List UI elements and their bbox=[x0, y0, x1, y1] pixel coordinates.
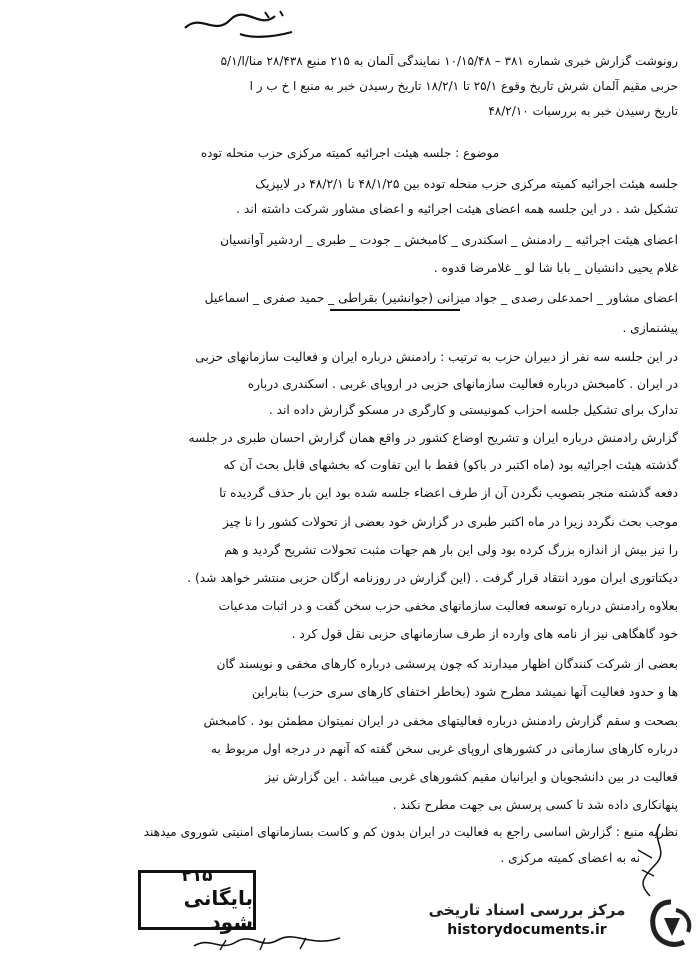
handwritten-signature-bottom bbox=[190, 932, 350, 954]
handwritten-note-top bbox=[180, 8, 300, 42]
doc-line: اعضای هیئت اجرائیه _ رادمنش _ اسکندری _ کامبخش _ جودت _ طبری _ اردشیر آوانسیان bbox=[220, 233, 678, 247]
doc-line: موجب بحث نگردد زیرا در ماه اکتبر طبری در گزارش خود بعضی از تحولات کشور را نا چیز bbox=[222, 515, 678, 529]
archive-watermark bbox=[412, 900, 642, 948]
doc-line: اعضای مشاور _ احمدعلی رصدی _ جواد میزانی (جوانشیر) بقراطی _ حمید صفری _ اسماعیل bbox=[204, 291, 678, 305]
stamp-text: بایگانی شود bbox=[183, 886, 253, 934]
doc-line: بعضی از شرکت کنندگان اظهار میدارند که چون پرسشی درباره کارهای مخفی و نویسند گان bbox=[216, 657, 678, 671]
doc-line: خود گاهگاهی نیز از نامه های وارده از طرف سازمانهای حزبی نقل قول کرد . bbox=[291, 627, 678, 641]
doc-line: گزارش رادمنش درباره ایران و تشریح اوضاع کشور در واقع همان گزارش احسان طبری در جلسه bbox=[188, 431, 678, 445]
doc-line: فعالیت در بین دانشجویان و ایرانیان مقیم کشورهای غربی میباشد . این گزارش نیز bbox=[265, 770, 678, 784]
doc-line: را نیز بیش از اندازه بزرگ کرده بود ولی این بار هم جهات مثبت تحولات تشریح گردید و هم bbox=[224, 543, 678, 557]
doc-line: جلسه هیئت اجرائیه کمیته مرکزی حزب منحله توده بین ۴۸/۱/۲۵ تا ۴۸/۲/۱ در لایپزیک bbox=[255, 177, 678, 191]
watermark-url: historydocuments.ir bbox=[447, 922, 607, 938]
stamp-number: ۲۱۵ bbox=[181, 866, 213, 886]
doc-line: تدارک برای تشکیل جلسه احزاب کمونیستی و کارگری در مسکو گزارش داده اند . bbox=[268, 403, 678, 417]
doc-line: ها و حدود فعالیت آنها نمیشد مطرح شود (بخاطر اختفای کارهای سری حزب) بنابراین bbox=[251, 685, 678, 699]
doc-line: غلام یحیی دانشیان _ بابا شا لو _ غلامرضا قدوه . bbox=[433, 261, 678, 275]
doc-line: نه به اعضای کمیته مرکزی . bbox=[500, 851, 640, 865]
watermark-title: مرکز بررسی اسناد تاریخی bbox=[428, 901, 626, 919]
doc-line: حزبی مقیم آلمان شرش تاریخ وقوع ۲۵/۱ تا ۱۸/۲/۱ تاریخ رسیدن خبر به منبع ا خ ب ر ا bbox=[249, 79, 678, 93]
doc-line: بصحت و سقم گزارش رادمنش درباره فعالیتهای مخفی در ایران نمیتوان مطمئن بود . کامبخش bbox=[203, 714, 678, 728]
doc-line: دفعه گذشته منجر بتصویب نگردن آن از طرف اعضاء جلسه شده بود این بار حذف گردیده تا bbox=[219, 486, 678, 500]
doc-line: تشکیل شد . در این جلسه همه اعضای هیئت اجرائیه و اعضای مشاور شرکت داشته اند . bbox=[236, 202, 678, 216]
doc-subject: موضوع : جلسه هیئت اجرائیه کمیته مرکزی حزب منحله توده bbox=[200, 146, 500, 160]
doc-line: تاریخ رسیدن خبر به بررسیات ۴۸/۲/۱۰ bbox=[488, 104, 678, 118]
doc-line: در این جلسه سه نفر از دبیران حزب به ترتیب : رادمنش درباره ایران و فعالیت سازمانهای حزبی bbox=[195, 350, 678, 364]
doc-line: نظریه منبع : گزارش اساسی راجع به فعالیت در ایران بدون کم و کاست بسازمانهای امنیتی شوروی میدهند bbox=[143, 825, 678, 839]
doc-line: دیکتاتوری ایران مورد انتقاد قرار گرفت . (این گزارش در روزنامه ارگان حزبی منتشر خواهد شد) . bbox=[187, 571, 678, 585]
doc-line: در ایران . کامبخش درباره فعالیت سازمانهای حزبی در اروپای غربی . اسکندری درباره bbox=[247, 377, 678, 391]
doc-line: گذشته هیئت اجرائیه بود (ماه اکتبر در باکو) فقط با این تفاوت که بخشهای قابل بحث آن که bbox=[223, 458, 678, 472]
doc-line: رونوشت گزارش خبری شماره ۳۸۱ – ۱۰/۱۵/۴۸ نمایندگی آلمان به ۲۱۵ منبع ۲۸/۴۳۸ منا/ا/۵/۱ bbox=[220, 54, 678, 68]
archive-logo-icon bbox=[646, 898, 696, 950]
underline-mark bbox=[330, 309, 460, 311]
doc-line: بعلاوه رادمنش درباره توسعه فعالیت سازمانهای مخفی حزب سخن گفت و در اثبات مدعیات bbox=[218, 599, 678, 613]
handwritten-mark-margin bbox=[620, 820, 680, 900]
doc-line: درباره کارهای سازمانی در کشورهای اروپای غربی سخن گفته که آنهم در درجه اول مربوط به bbox=[210, 742, 678, 756]
doc-line: پنهانکاری داده شد تا کسی پرسش بی جهت مطرح نکند . bbox=[392, 798, 678, 812]
archive-stamp bbox=[138, 866, 256, 934]
doc-line: پیشنمازی . bbox=[622, 321, 678, 335]
